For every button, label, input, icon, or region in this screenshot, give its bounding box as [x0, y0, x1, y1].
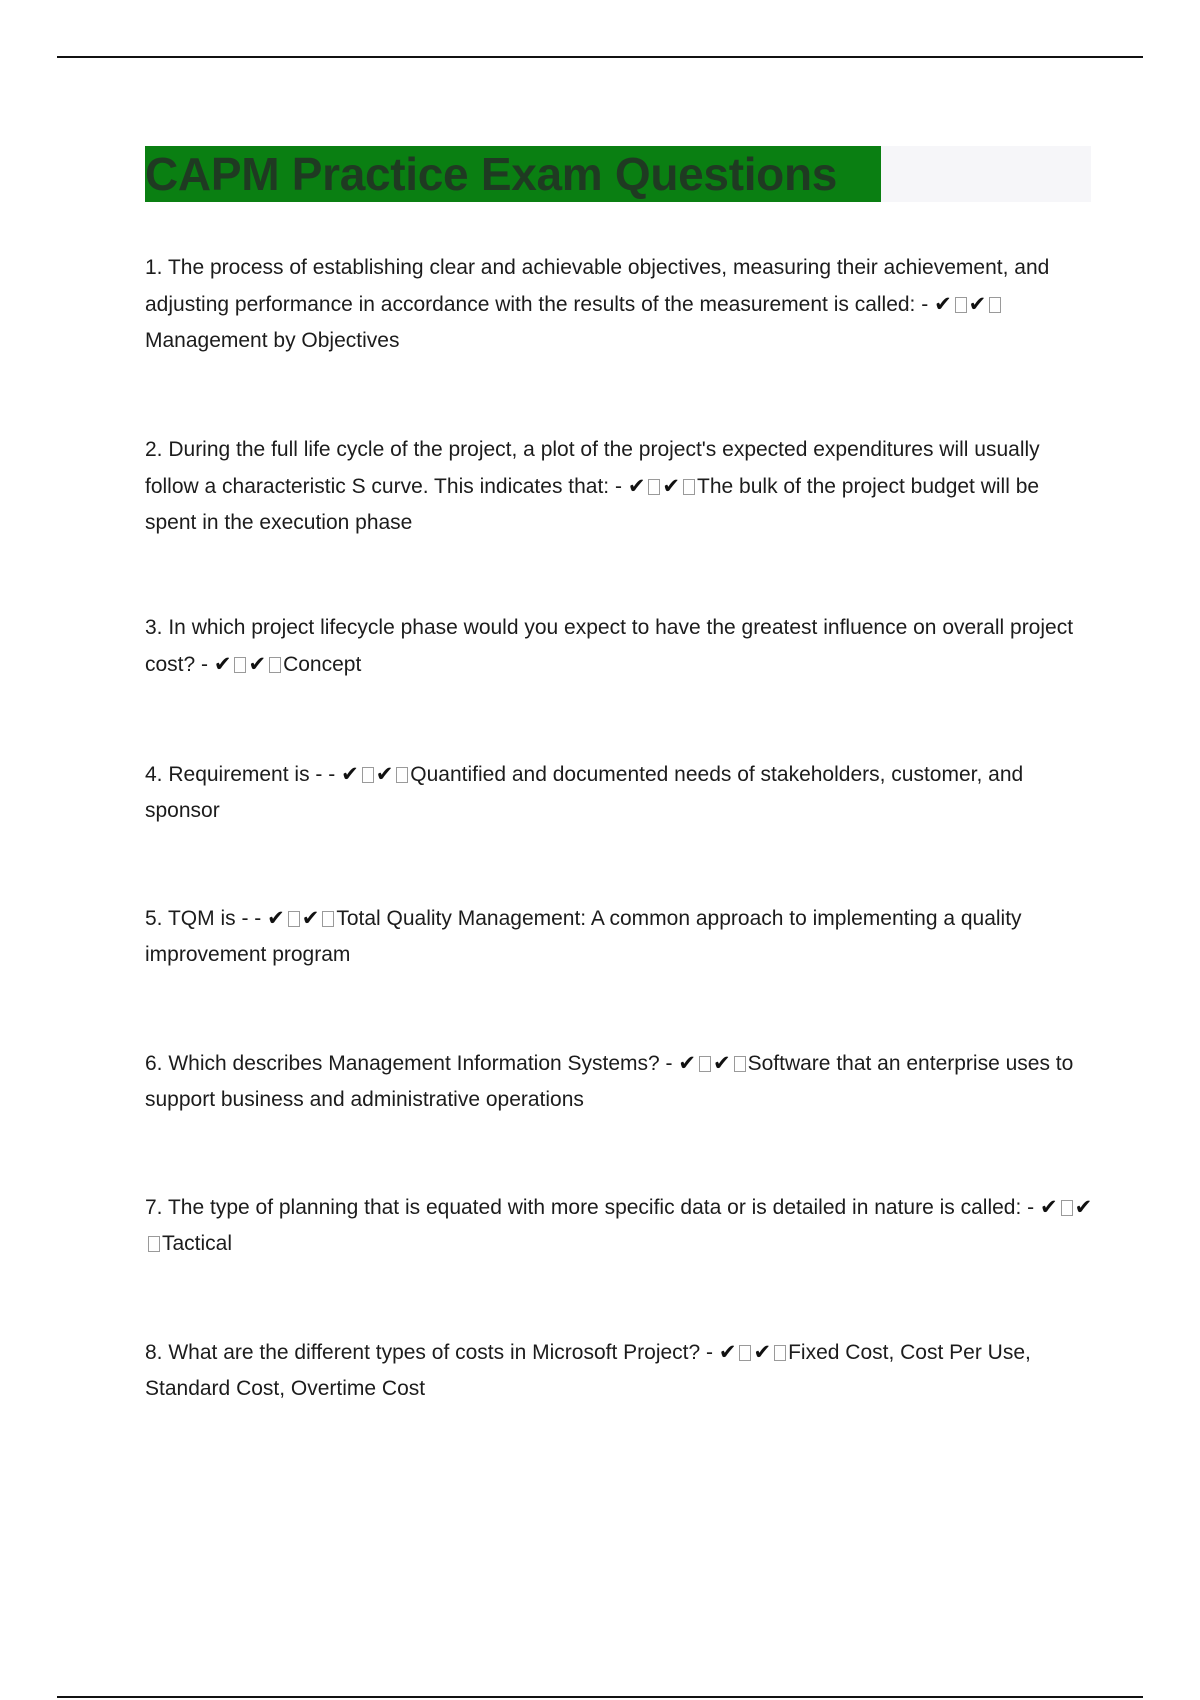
check-icon: ✔: [248, 652, 267, 676]
box-icon: [234, 657, 246, 673]
list-item: [145, 900, 1095, 973]
list-item: [145, 1045, 1095, 1118]
question-text: 4. Requirement is - -: [145, 763, 342, 786]
box-icon: [148, 1236, 160, 1252]
check-icon: ✔: [1074, 1195, 1093, 1219]
box-icon: [989, 297, 1001, 313]
check-icon: ✔: [627, 474, 646, 498]
page-title: CAPM Practice Exam Questions: [145, 148, 838, 200]
footer-rule: [57, 1696, 1143, 1698]
box-icon: [648, 479, 660, 495]
question-text: 7. The type of planning that is equated with more specific data or is detailed in nature is called: -: [145, 1196, 1040, 1219]
check-icon: ✔: [753, 1340, 772, 1364]
check-icon: ✔: [301, 906, 320, 930]
check-icon: ✔: [267, 906, 285, 930]
question-text: 3. In which project lifecycle phase would you expect to have the greatest influence on overall project cost? -: [145, 616, 1074, 676]
check-icon: ✔: [375, 762, 394, 786]
answer-text: Total Quality Management: A common approach to implementing a quality improvement program: [145, 907, 1022, 966]
question-text: 5. TQM is - -: [145, 907, 268, 930]
question-text: 6. Which describes Management Information Systems? -: [145, 1052, 679, 1075]
answer-text: Software that an enterprise uses to support business and administrative operations: [145, 1052, 1074, 1111]
question-text: 8. What are the different types of costs in Microsoft Project? -: [145, 1341, 719, 1364]
answer-text: Quantified and documented needs of stakeholders, customer, and sponsor: [145, 763, 1024, 822]
box-icon: [739, 1345, 751, 1361]
answer-text: Concept: [283, 653, 362, 676]
check-icon: ✔: [662, 474, 681, 498]
box-icon: [699, 1056, 711, 1072]
answer-text: Fixed Cost, Cost Per Use, Standard Cost, Overtime Cost: [145, 1341, 1031, 1400]
box-icon: [774, 1345, 786, 1361]
list-item: [145, 1334, 1095, 1407]
box-icon: [322, 911, 334, 927]
list-item: [145, 1189, 1095, 1262]
check-icon: ✔: [213, 652, 232, 676]
check-icon: ✔: [713, 1051, 731, 1075]
check-icon: ✔: [718, 1340, 737, 1364]
question-text: 2. During the full life cycle of the project, a plot of the project's expected expenditures will usually follow a characteristic S curve. This indicates that: -: [145, 438, 1040, 498]
check-icon: ✔: [934, 292, 952, 316]
check-icon: ✔: [341, 762, 359, 786]
check-icon: ✔: [968, 292, 987, 316]
box-icon: [683, 479, 695, 495]
box-icon: [1061, 1200, 1073, 1216]
box-icon: [288, 911, 300, 927]
box-icon: [362, 767, 374, 783]
box-icon: [734, 1056, 746, 1072]
question-text: 1. The process of establishing clear and achievable objectives, measuring their achievement, and adjusting performance in accordance with the results of the measurement is called: -: [145, 256, 1050, 316]
answer-text: The bulk of the project budget will be spent in the execution phase: [145, 475, 1040, 534]
list-item: [145, 432, 1095, 541]
box-icon: [269, 657, 281, 673]
box-icon: [396, 767, 408, 783]
box-icon: [955, 297, 967, 313]
answer-text: Management by Objectives: [145, 329, 400, 352]
list-item: [145, 250, 1095, 359]
answer-text: Tactical: [162, 1232, 233, 1255]
check-icon: ✔: [1039, 1195, 1058, 1219]
list-item: [145, 610, 1095, 683]
header-rule: [57, 56, 1143, 58]
check-icon: ✔: [678, 1051, 696, 1075]
list-item: [145, 756, 1095, 829]
